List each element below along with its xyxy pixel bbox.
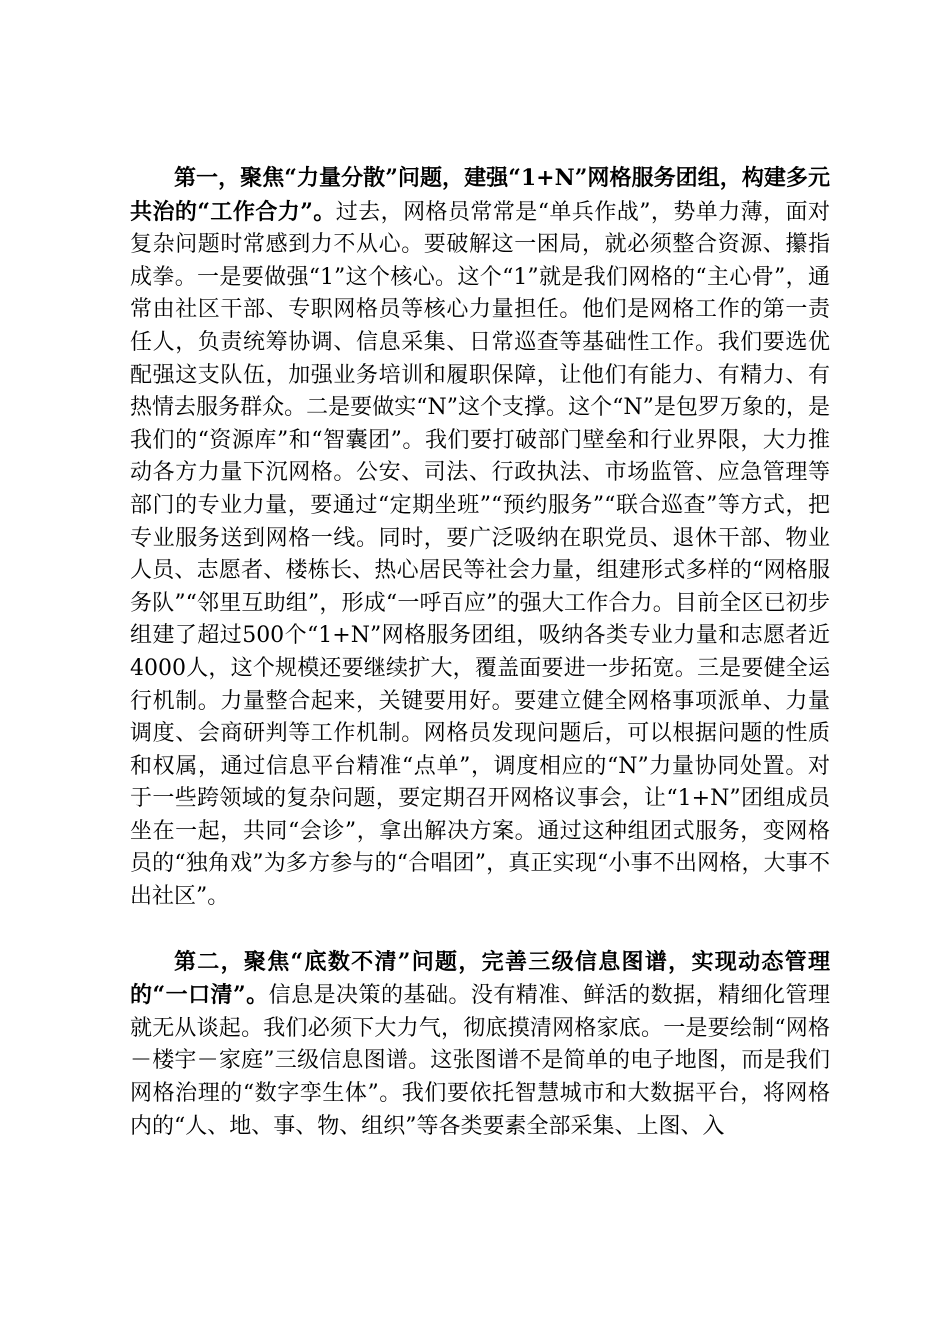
paragraph-second-lead: 第二，聚焦“底数不清”问题，完善三级信息图谱，实现动态管理的“一口清”。 [130, 948, 830, 1009]
paragraph-first-lead: 第一，聚焦“力量分散”问题，建强“1+N”网格服务团组，构建多元共治的“工作合力”。 [130, 165, 830, 225]
paragraph-second [130, 946, 830, 1144]
paragraph-first [130, 162, 830, 914]
document-page [130, 162, 830, 1143]
paragraph-second-body: 信息是决策的基础。没有精准、鲜活的数据，精细化管理就无从谈起。我们必须下大力气，彻底摸清网格家底。一是要绘制“网格－楼宇－家庭”三级信息图谱。这张图谱不是简单的电子地图，而是我们网格治理的“数字孪生体”。我们要依托智慧城市和大数据平台，将网格内的“人、地、事、物、组织”等各类要素全部采集、上图、入 [130, 983, 830, 1139]
paragraph-first-body: 过去，网格员常常是“单兵作战”，势单力薄，面对复杂问题时常感到力不从心。要破解这一困局，就必须整合资源、攥指成拳。一是要做强“1”这个核心。这个“1”就是我们网格的“主心骨”，通常由社区干部、专职网格员等核心力量担任。他们是网格工作的第一责任人，负责统筹协调、信息采集、日常巡查等基础性工作。我们要选优配强这支队伍，加强业务培训和履职保障，让他们有能力、有精力、有热情去服务群众。二是要做实“N”这个支撑。这个“N”是包罗万象的，是我们的“资源库”和“智囊团”。我们要打破部门壁垒和行业界限，大力推动各方力量下沉网格。公安、司法、行政执法、市场监管、应急管理等部门的专业力量，要通过“定期坐班”“预约服务”“联合巡查”等方式，把专业服务送到网格一线。同时，要广泛吸纳在职党员、退休干部、物业人员、志愿者、楼栋长、热心居民等社会力量，组建形式多样的“网格服务队”“邻里互助组”，形成“一呼百应”的强大工作合力。目前全区已初步组建了超过500个“1+N”网格服务团组，吸纳各类专业力量和志愿者近4000人，这个规模还要继续扩大，覆盖面要进一步拓宽。三是要健全运行机制。力量整合起来，关键要用好。要建立健全网格事项派单、力量调度、会商研判等工作机制。网格员发现问题后，可以根据问题的性质和权属，通过信息平台精准“点单”，调度相应的“N”力量协同处置。对于一些跨领域的复杂问题，要定期召开网格议事会，让“1+N”团组成员坐在一起，共同“会诊”，拿出解决方案。通过这种组团式服务，变网格员的“独角戏”为多方参与的“合唱团”，真正实现“小事不出网格，大事不出社区”。 [130, 199, 830, 910]
